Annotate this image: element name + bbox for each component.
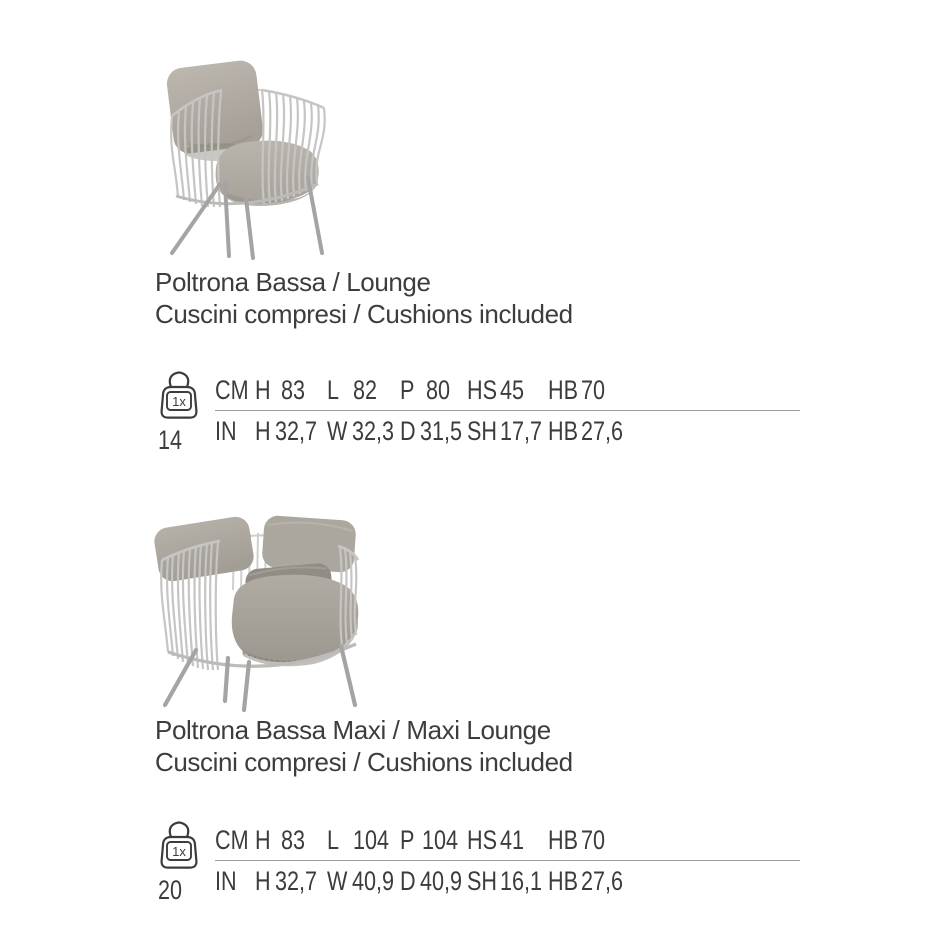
dim-label: P — [400, 824, 415, 855]
dim-label: HS — [467, 824, 498, 855]
dim-value: 32,3 — [352, 415, 395, 446]
dim-label: L — [327, 824, 340, 855]
dim-label: H — [255, 865, 271, 896]
unit-label: IN — [215, 415, 237, 446]
dim-value: 45 — [500, 374, 525, 405]
dim-value: 32,7 — [274, 415, 317, 446]
maxi-lounge-chair-photo — [146, 498, 393, 716]
unit-label: CM — [215, 824, 249, 855]
dim-value: 27,6 — [581, 415, 624, 446]
pack-info — [155, 820, 215, 906]
dim-label: HB — [548, 865, 579, 896]
dim-label: D — [400, 865, 416, 896]
dim-label: W — [327, 865, 348, 896]
product-subtitle: Cuscini compresi / Cushions included — [155, 747, 573, 777]
dim-value: 41 — [500, 824, 525, 855]
dim-value: 31,5 — [419, 415, 462, 446]
spec-table-lounge — [155, 370, 800, 456]
dim-label: SH — [467, 415, 498, 446]
dim-value: 70 — [581, 824, 606, 855]
dim-label: H — [255, 374, 271, 405]
table-row-cm — [215, 370, 800, 410]
dim-value: 82 — [353, 374, 378, 405]
product-title: Poltrona Bassa Maxi / Maxi Lounge — [155, 715, 551, 745]
dim-value: 17,7 — [500, 415, 543, 446]
pack-weight: 14 — [158, 425, 183, 455]
dim-label: SH — [467, 865, 498, 896]
dim-value: 83 — [281, 824, 306, 855]
pack-info — [155, 370, 215, 456]
unit-label: IN — [215, 865, 237, 896]
unit-label: CM — [215, 374, 249, 405]
dim-value: 40,9 — [352, 865, 395, 896]
dim-value: 27,6 — [581, 865, 624, 896]
pack-quantity: 1x — [172, 844, 186, 859]
lounge-chair-photo — [158, 50, 343, 265]
dim-label: HS — [467, 374, 498, 405]
dim-value: 40,9 — [419, 865, 462, 896]
dim-value: 104 — [353, 824, 390, 855]
dim-label: L — [327, 374, 340, 405]
dim-label: HB — [548, 824, 579, 855]
dim-label: P — [400, 374, 415, 405]
dim-value: 16,1 — [500, 865, 543, 896]
dim-value: 80 — [426, 374, 451, 405]
dim-label: D — [400, 415, 416, 446]
pack-quantity: 1x — [172, 394, 186, 409]
dim-label: HB — [548, 415, 579, 446]
table-row-cm — [215, 820, 800, 860]
dimension-table — [215, 370, 800, 456]
dim-value: 83 — [281, 374, 306, 405]
pack-weight: 20 — [158, 875, 183, 905]
product-title-block-lounge — [155, 266, 573, 330]
product-subtitle: Cuscini compresi / Cushions included — [155, 299, 573, 329]
weight-icon — [157, 371, 201, 419]
table-row-in — [215, 861, 800, 901]
dim-label: HB — [548, 374, 579, 405]
maxi-lounge-chair-illustration — [146, 498, 393, 716]
dimension-table — [215, 820, 800, 906]
weight-icon — [157, 821, 201, 869]
product-title-block-maxi — [155, 714, 573, 778]
dim-label: W — [327, 415, 348, 446]
dim-label: H — [255, 824, 271, 855]
spec-table-maxi — [155, 820, 800, 906]
dim-label: H — [255, 415, 271, 446]
table-row-in — [215, 411, 800, 451]
dim-value: 104 — [421, 824, 458, 855]
product-title: Poltrona Bassa / Lounge — [155, 267, 431, 297]
dim-value: 70 — [581, 374, 606, 405]
dim-value: 32,7 — [274, 865, 317, 896]
lounge-chair-illustration — [158, 50, 343, 265]
